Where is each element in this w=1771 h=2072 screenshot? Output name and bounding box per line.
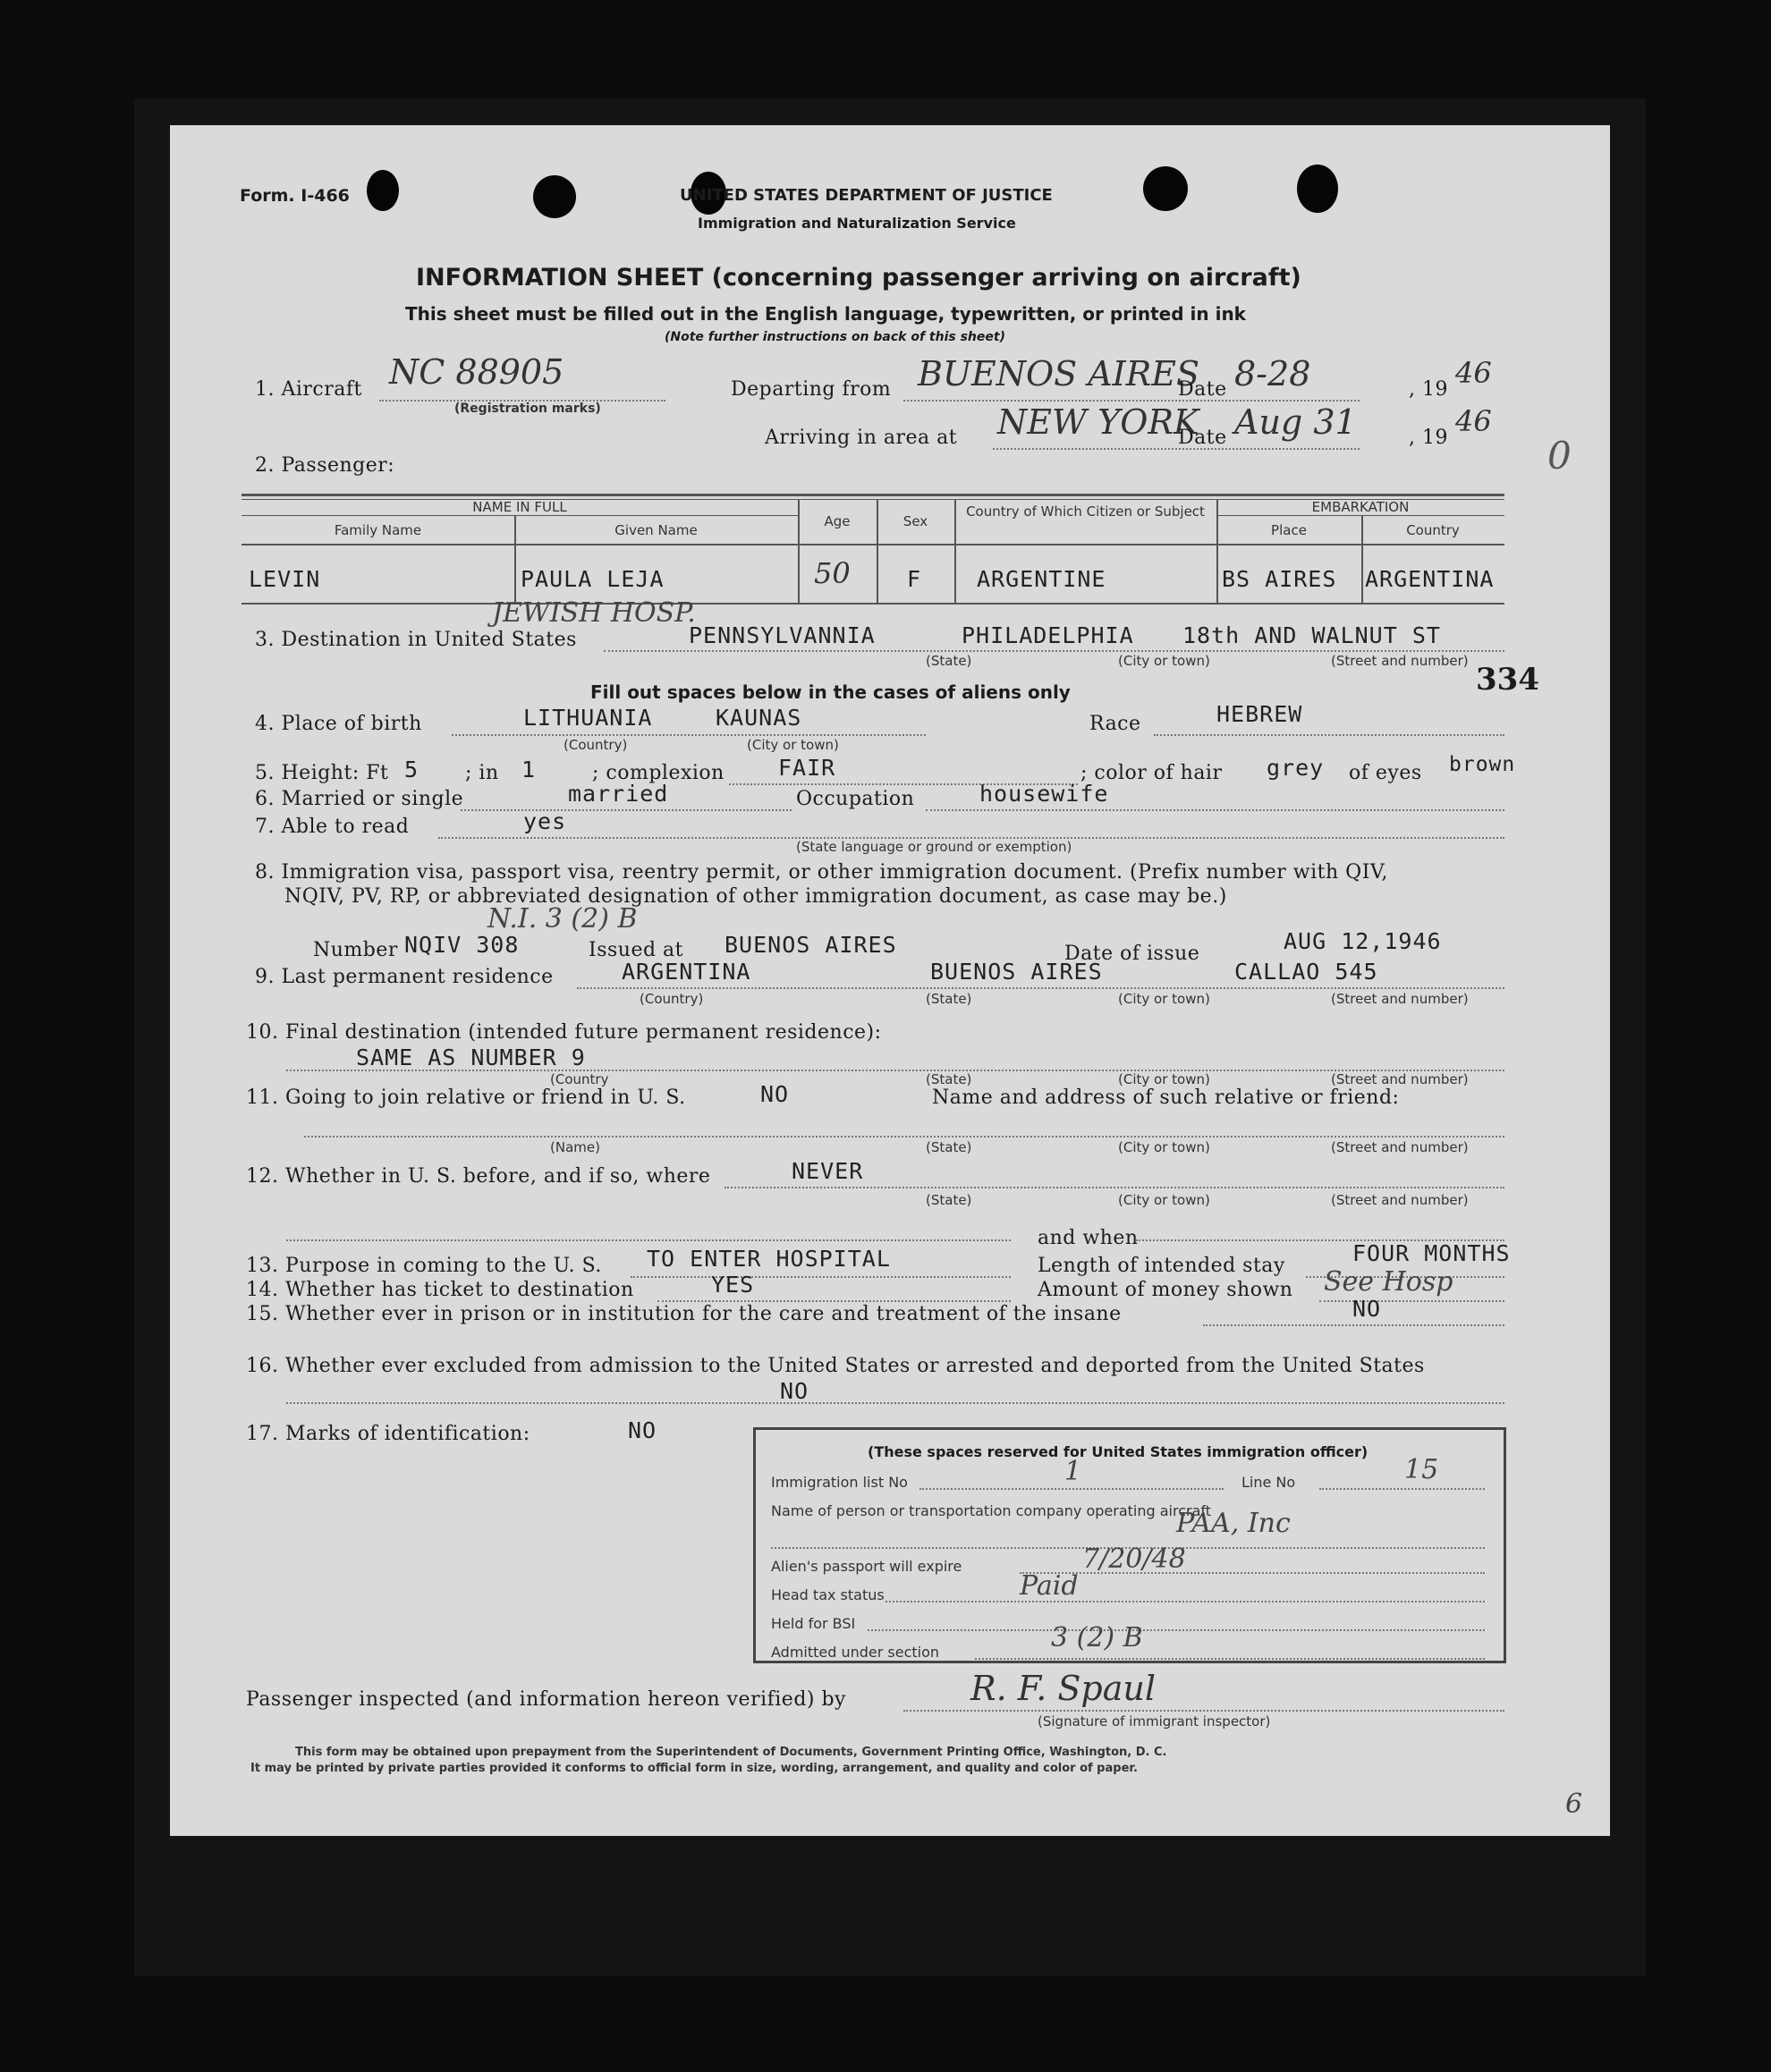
- caption-city: (City or town): [1118, 1071, 1210, 1087]
- ticket-value: YES: [711, 1272, 755, 1298]
- visa-handwritten: N.I. 3 (2) B: [487, 903, 638, 935]
- arrive-year: 46: [1455, 404, 1492, 438]
- caption-state: (State): [926, 1192, 972, 1208]
- issued-label: Issued at: [589, 939, 683, 961]
- caption-street: (Street and number): [1331, 1139, 1469, 1155]
- occupation-label: Occupation: [796, 788, 915, 810]
- punch-hole: [367, 170, 399, 211]
- inches-label: ; in: [465, 762, 499, 784]
- place-header: Place: [1271, 522, 1307, 538]
- height-inches: 1: [521, 757, 537, 782]
- final-destination-label: 10. Final destination (intended future permanent residence):: [246, 1021, 882, 1044]
- visa-number: NQIV 308: [404, 932, 520, 958]
- destination-label: 3. Destination in United States: [255, 629, 577, 651]
- destination-handwritten: JEWISH HOSP.: [492, 597, 696, 629]
- family-name-value: LEVIN: [249, 566, 321, 592]
- registration-caption: (Registration marks): [454, 402, 601, 416]
- stay-label: Length of intended stay: [1038, 1255, 1285, 1277]
- residence-country: ARGENTINA: [622, 959, 751, 985]
- service-name: Immigration and Naturalization Service: [698, 215, 1016, 232]
- prison-label: 15. Whether ever in prison or in institution for the care and treatment of the insane: [246, 1303, 1122, 1325]
- admitted-label: Admitted under section: [771, 1644, 940, 1661]
- admitted-value: 3 (2) B: [1051, 1622, 1143, 1653]
- relative-address-label: Name and address of such relative or friend:: [932, 1087, 1400, 1109]
- residence-label: 9. Last permanent residence: [255, 966, 554, 988]
- departing-label: Departing from: [731, 378, 892, 401]
- hair-label: ; color of hair: [1080, 762, 1223, 784]
- race-label: Race: [1089, 713, 1141, 735]
- visa-label: 8. Immigration visa, passport visa, reentry permit, or other immigration document. (Prefix number with QIV,: [255, 861, 1388, 884]
- arriving-label: Arriving in area at: [765, 427, 958, 449]
- name-in-full-header: NAME IN FULL: [472, 499, 567, 515]
- visa-label-2: NQIV, PV, RP, or abbreviated designation of other immigration document, as case may be.): [284, 885, 1227, 908]
- arrive-year-prefix: , 19: [1409, 427, 1448, 449]
- citizen-header: Country of Which Citizen or Subject: [966, 503, 1205, 520]
- departing-city: BUENOS AIRES: [918, 354, 1200, 393]
- embark-country-value: ARGENTINA: [1365, 566, 1495, 592]
- date-issue-label: Date of issue: [1064, 943, 1200, 965]
- birthplace-label: 4. Place of birth: [255, 713, 422, 735]
- caption-country: (Country): [640, 991, 704, 1007]
- stay-value: FOUR MONTHS: [1352, 1240, 1511, 1266]
- line-label: Line No: [1241, 1474, 1296, 1491]
- aliens-header: Fill out spaces below in the cases of aliens only: [590, 681, 1071, 703]
- company-value: PAA, Inc: [1176, 1508, 1291, 1539]
- aircraft-registration: NC 88905: [389, 352, 564, 392]
- inspector-signature: R. F. Spaul: [970, 1669, 1157, 1708]
- residence-city: BUENOS AIRES: [930, 959, 1103, 985]
- sex-value: F: [907, 566, 922, 592]
- caption-city: (City or town): [1118, 991, 1210, 1007]
- family-name-header: Family Name: [334, 522, 422, 538]
- caption-street: (Street and number): [1331, 653, 1469, 669]
- height-feet: 5: [404, 757, 419, 782]
- race-value: HEBREW: [1216, 701, 1303, 727]
- age-value: 50: [814, 556, 851, 590]
- citizen-value: ARGENTINE: [977, 566, 1106, 592]
- caption-city: (City or town): [1118, 1192, 1210, 1208]
- and-when-label: and when: [1038, 1227, 1139, 1249]
- document-sheet: [170, 125, 1610, 1836]
- officer-box-title: (These spaces reserved for United States immigration officer): [868, 1443, 1368, 1460]
- given-name-header: Given Name: [614, 522, 698, 538]
- destination-street: 18th AND WALNUT ST: [1182, 622, 1441, 648]
- purpose-value: TO ENTER HOSPITAL: [647, 1246, 891, 1272]
- final-destination-value: SAME AS NUMBER 9: [356, 1044, 586, 1070]
- height-label: 5. Height: Ft: [255, 762, 389, 784]
- ticket-label: 14. Whether has ticket to destination: [246, 1279, 634, 1301]
- footer-line-2: It may be printed by private parties provided it conforms to official form in size, wording, arrangement, and quality and color of paper.: [250, 1762, 1138, 1775]
- caption-country: (Country): [564, 737, 628, 753]
- department-name: UNITED STATES DEPARTMENT OF JUSTICE: [680, 186, 1053, 205]
- list-label: Immigration list No: [771, 1474, 908, 1491]
- note-text: (Note further instructions on back of this sheet): [665, 330, 1005, 344]
- country-header: Country: [1406, 522, 1460, 538]
- bsi-label: Held for BSI: [771, 1615, 856, 1632]
- complexion-value: FAIR: [778, 755, 836, 781]
- arrive-date-label: Date: [1178, 427, 1227, 449]
- page-title: INFORMATION SHEET (concerning passenger arriving on aircraft): [416, 264, 1301, 292]
- punch-hole: [1297, 165, 1338, 213]
- excluded-label: 16. Whether ever excluded from admission to the United States or arrested and deported from the United States: [246, 1355, 1425, 1377]
- sex-header: Sex: [902, 513, 928, 529]
- caption-city: (City or town): [747, 737, 839, 753]
- complexion-label: ; complexion: [592, 762, 724, 784]
- join-relative-value: NO: [760, 1081, 790, 1107]
- caption-street: (Street and number): [1331, 1192, 1469, 1208]
- hair-value: grey: [1267, 755, 1325, 781]
- destination-city: PHILADELPHIA: [962, 622, 1134, 648]
- passport-value: 7/20/48: [1082, 1543, 1186, 1575]
- given-name-value: PAULA LEJA: [521, 566, 665, 592]
- depart-date-label: Date: [1178, 378, 1227, 401]
- money-label: Amount of money shown: [1038, 1279, 1293, 1301]
- line-number: 15: [1404, 1454, 1439, 1485]
- footer-line-1: This form may be obtained upon prepayment from the Superintendent of Documents, Government Printing Office, Washington, D. C.: [295, 1746, 1167, 1759]
- caption-street: (Street and number): [1331, 991, 1469, 1007]
- money-value: See Hosp: [1324, 1266, 1453, 1298]
- caption-state: (State): [926, 991, 972, 1007]
- margin-mark: 0: [1547, 434, 1572, 478]
- issued-value: BUENOS AIRES: [724, 932, 897, 958]
- passenger-label: 2. Passenger:: [255, 454, 395, 477]
- caption-country: (Country: [550, 1071, 609, 1087]
- form-number: Form. I-466: [240, 186, 350, 206]
- caption-name: (Name): [550, 1139, 600, 1155]
- caption-city: (City or town): [1118, 1139, 1210, 1155]
- birth-country: LITHUANIA: [523, 705, 653, 731]
- embarkation-header: EMBARKATION: [1311, 499, 1410, 515]
- identification-value: NO: [628, 1417, 657, 1443]
- read-label: 7. Able to read: [255, 816, 410, 838]
- destination-state: PENNSYLVANNIA: [689, 622, 876, 648]
- page-mark: 6: [1565, 1789, 1583, 1820]
- caption-city: (City or town): [1118, 653, 1210, 669]
- aircraft-label: 1. Aircraft: [255, 378, 362, 401]
- read-value: yes: [523, 808, 567, 834]
- punch-hole: [533, 175, 576, 218]
- age-header: Age: [824, 513, 851, 529]
- join-relative-label: 11. Going to join relative or friend in U. S.: [246, 1087, 686, 1109]
- depart-year: 46: [1455, 356, 1492, 390]
- headtax-label: Head tax status: [771, 1586, 885, 1603]
- identification-label: 17. Marks of identification:: [246, 1423, 530, 1445]
- arriving-city: NEW YORK: [997, 402, 1199, 442]
- embark-place-value: BS AIRES: [1222, 566, 1337, 592]
- prison-value: NO: [1352, 1296, 1382, 1322]
- caption-state: (State): [926, 653, 972, 669]
- us-before-value: NEVER: [792, 1158, 864, 1184]
- list-number: 1: [1064, 1456, 1082, 1487]
- date-issue-value: AUG 12,1946: [1284, 928, 1442, 954]
- instruction-text: This sheet must be filled out in the English language, typewritten, or printed in ink: [405, 303, 1246, 325]
- occupation-value: housewife: [979, 781, 1109, 807]
- caption-state: (State): [926, 1139, 972, 1155]
- inspection-label: Passenger inspected (and information hereon verified) by: [246, 1688, 846, 1711]
- us-before-label: 12. Whether in U. S. before, and if so, where: [246, 1165, 711, 1188]
- purpose-label: 13. Purpose in coming to the U. S.: [246, 1255, 602, 1277]
- signature-caption: (Signature of immigrant inspector): [1038, 1713, 1271, 1729]
- caption-street: (Street and number): [1331, 1071, 1469, 1087]
- marital-value: married: [568, 781, 669, 807]
- excluded-value: NO: [780, 1378, 809, 1404]
- stamp-number: 334: [1476, 662, 1539, 698]
- depart-year-prefix: , 19: [1409, 378, 1448, 401]
- passport-label: Alien's passport will expire: [771, 1558, 962, 1575]
- marital-label: 6. Married or single: [255, 788, 464, 810]
- eyes-value: brown: [1449, 753, 1516, 776]
- company-label: Name of person or transportation company operating aircraft: [771, 1502, 1212, 1519]
- birth-city: KAUNAS: [716, 705, 802, 731]
- headtax-value: Paid: [1020, 1570, 1079, 1602]
- visa-number-label: Number: [313, 939, 398, 961]
- eyes-label: of eyes: [1349, 762, 1422, 784]
- residence-street: CALLAO 545: [1234, 959, 1378, 985]
- arrive-date: Aug 31: [1234, 402, 1357, 442]
- read-caption: (State language or ground or exemption): [796, 839, 1072, 855]
- punch-hole: [1143, 166, 1188, 211]
- depart-date: 8-28: [1234, 354, 1311, 393]
- caption-state: (State): [926, 1071, 972, 1087]
